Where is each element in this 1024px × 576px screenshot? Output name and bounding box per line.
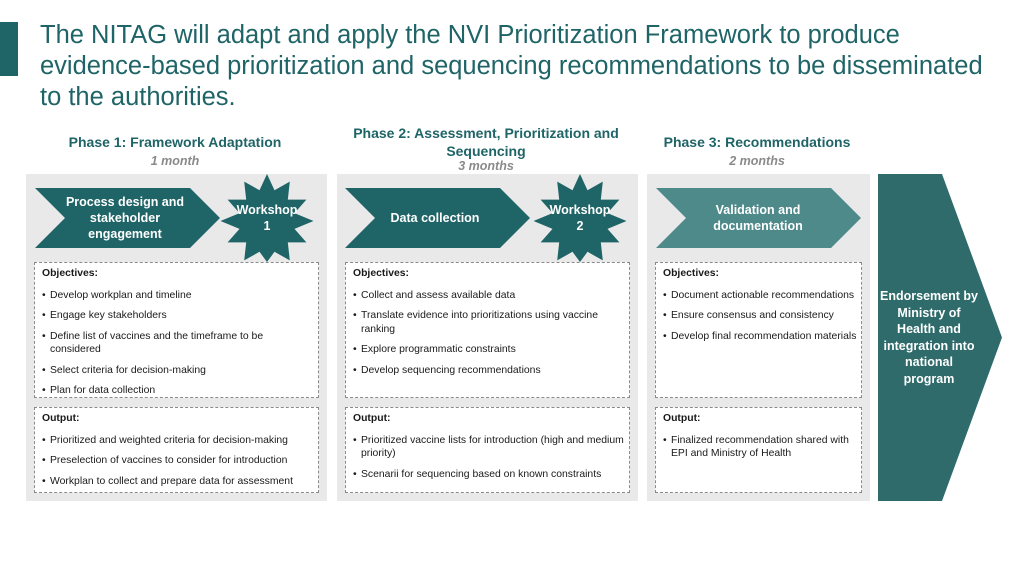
phase-3-duration: 2 months [729,154,785,168]
phase-3-chevron-label: Validation and documentation [713,203,803,233]
phase-2-output-title: Output: [353,413,391,424]
phase-3-chevron [688,188,828,248]
phase-1-duration: 1 month [150,154,200,168]
phase-1-chevron [60,188,190,248]
phase-3-output-title: Output: [663,413,701,424]
phase-1-objectives-box [34,262,319,398]
list-item: • Define list of vaccines and the timeframe to be considered [42,330,314,357]
list-item: • Explore programmatic constraints [353,343,625,357]
list-item: • Translate evidence into prioritizations using vaccine ranking [353,309,625,336]
list-item: • Prioritized vaccine lists for introduction (high and medium priority) [353,434,625,461]
phase-2-objectives-box [345,262,630,398]
list-item: • Document actionable recommendations [663,289,857,303]
list-item: • Prioritized and weighted criteria for decision-making [42,434,314,448]
phase-1-objectives-title: Objectives: [42,268,99,279]
phase-2-chevron-label: Data collection [390,211,480,225]
phase-1-output-box [34,407,319,493]
phase-2-duration: 3 months [458,159,514,173]
slide-title: The NITAG will adapt and apply the NVI Prioritization Framework to produce evidence-based prioritization and sequencing recommendations to be disseminated to the authorities. [40,21,983,111]
list-item: • Collect and assess available data [353,289,625,303]
list-item: • Finalized recommendation shared with EPI and Ministry of Health [663,434,857,461]
workshop-2-label: Workshop 2 [549,203,611,233]
phase-3-objectives-box [655,262,862,398]
list-item: • Ensure consensus and consistency [663,309,857,323]
workshop-1-badge [220,174,314,262]
list-item: • Scenarii for sequencing based on known constraints [353,468,625,482]
phase-2-output-box [345,407,630,493]
phase-1-output-title: Output: [42,413,80,424]
phase-2-heading: Phase 2: Assessment, Prioritization and Sequencing [353,125,619,159]
phase-3-objectives-title: Objectives: [663,268,720,279]
phase-1-chevron-label: Process design and stakeholder engagement [65,195,185,241]
title-accent-bar [0,22,18,76]
workshop-2-badge [533,174,627,262]
endorsement-label: Endorsement by Ministry of Health and integration into national program [880,289,978,386]
list-item: • Select criteria for decision-making [42,364,314,378]
list-item: • Engage key stakeholders [42,309,314,323]
list-item: • Plan for data collection [42,384,314,398]
list-item: • Workplan to collect and prepare data for assessment [42,475,314,489]
phase-3-heading: Phase 3: Recommendations [663,134,851,150]
list-item: • Develop workplan and timeline [42,289,314,303]
phase-2-chevron [370,188,500,248]
phase-1-heading: Phase 1: Framework Adaptation [68,134,282,150]
list-item: • Develop final recommendation materials [663,330,857,344]
phase-3-output-box [655,407,862,493]
workshop-1-label: Workshop 1 [236,203,298,233]
list-item: • Preselection of vaccines to consider for introduction [42,454,314,468]
phase-2-objectives-title: Objectives: [353,268,410,279]
list-item: • Develop sequencing recommendations [353,364,625,378]
